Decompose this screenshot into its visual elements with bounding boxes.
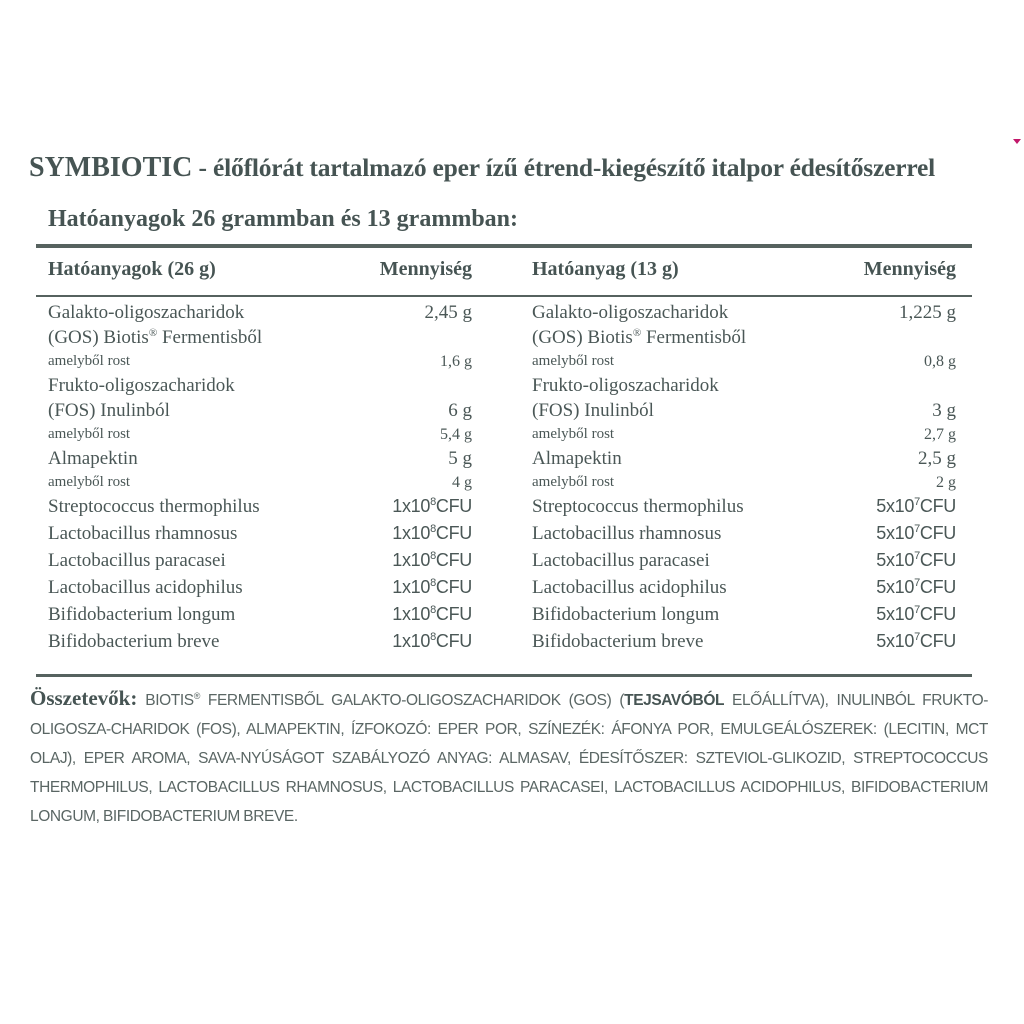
table-row: Bifidobacterium longum $1x10^8CFU$ bbox=[48, 604, 472, 625]
header-ingredient: Hatóanyagok (26 g) bbox=[48, 258, 216, 280]
header-quantity: Mennyiség bbox=[863, 258, 956, 280]
table-row: (FOS) Inulinból 6 g bbox=[48, 400, 472, 421]
table-row: (FOS) Inulinból 3 g bbox=[532, 400, 956, 421]
table-row: amelyből rost 0,8 g bbox=[532, 353, 956, 370]
table-bottom-rule bbox=[36, 674, 972, 677]
table-row: Bifidobacterium longum $5x10^7CFU$ bbox=[532, 604, 956, 625]
header-ingredient: Hatóanyag (13 g) bbox=[532, 258, 679, 280]
table-row: amelyből rost 2 g bbox=[532, 474, 956, 491]
table-column-26g bbox=[48, 256, 472, 652]
product-title bbox=[29, 152, 1009, 184]
table-row: amelyből rost 5,4 g bbox=[48, 426, 472, 443]
table-body bbox=[48, 302, 472, 658]
table-row: Lactobacillus paracasei $1x10^8CFU$ bbox=[48, 550, 472, 571]
table-row: (GOS) Biotis® Fermentisből bbox=[532, 327, 747, 348]
product-description: - élőflórát tartalmazó eper ízű étrend-kiegészítő italpor édesítőszerrel bbox=[192, 153, 935, 182]
table-row: Lactobacillus paracasei $5x10^7CFU$ bbox=[532, 550, 956, 571]
table-row: Frukto-oligoszacharidok bbox=[532, 375, 719, 396]
column-header bbox=[48, 256, 472, 288]
table-row: Almapektin 2,5 g bbox=[532, 448, 956, 469]
table-caption: Hatóanyagok 26 grammban és 13 grammban: bbox=[48, 206, 519, 232]
corner-marker bbox=[1013, 139, 1021, 144]
table-row: Lactobacillus acidophilus $5x10^7CFU$ bbox=[532, 577, 956, 598]
brand-name: SYMBIOTIC bbox=[29, 152, 193, 183]
ingredients-label: Összetevők: bbox=[30, 686, 138, 710]
table-row: Almapektin 5 g bbox=[48, 448, 472, 469]
table-row: Lactobacillus acidophilus $1x10^8CFU$ bbox=[48, 577, 472, 598]
table-row: amelyből rost 4 g bbox=[48, 474, 472, 491]
table-body bbox=[532, 302, 956, 658]
table-header-rule bbox=[36, 295, 972, 297]
table-row: amelyből rost 2,7 g bbox=[532, 426, 956, 443]
ingredients-text: Összetevők: BIOTIS® FERMENTISBŐL GALAKTO-OLIGOSZACHARIDOK (GOS) (TEJSAVÓBÓL ELŐÁLLÍTVA), INULINBÓL FRUKTO-OLIGOSZA-CHARIDOK (FOS), ALMAPEKTIN, ÍZFOKOZÓ: EPER POR, SZÍNEZÉK: ÁFONYA POR, EMULGEÁLÓSZEREK: (LECITIN, MCT OLAJ), EPER AROMA, SAVA-NYÚSÁGOT SZABÁLYOZÓ ANYAG: ALMASAV, ÉDESÍTŐSZER: SZTEVIOL-GLIKOZID, STREPTOCOCCUS THERMOPHILUS, LACTOBACILLUS RHAMNOSUS, LACTOBACILLUS PARACASEI, LACTOBACILLUS ACIDOPHILUS, BIFIDOBACTERIUM LONGUM, BIFIDOBACTERIUM BREVE. bbox=[30, 686, 988, 825]
table-column-13g bbox=[532, 256, 956, 652]
table-row: Streptococcus thermophilus $5x10^7CFU$ bbox=[532, 496, 956, 517]
header-quantity: Mennyiség bbox=[379, 258, 472, 280]
table-row: Bifidobacterium breve $5x10^7CFU$ bbox=[532, 631, 956, 652]
table-row: Galakto-oligoszacharidok 2,45 g bbox=[48, 302, 472, 323]
table-top-rule bbox=[36, 244, 972, 248]
column-header bbox=[532, 256, 956, 288]
table-row: Bifidobacterium breve $1x10^8CFU$ bbox=[48, 631, 472, 652]
table-row: Lactobacillus rhamnosus $5x10^7CFU$ bbox=[532, 523, 956, 544]
table-row: (GOS) Biotis® Fermentisből bbox=[48, 327, 263, 348]
table-row: Streptococcus thermophilus $1x10^8CFU$ bbox=[48, 496, 472, 517]
table-row: Galakto-oligoszacharidok 1,225 g bbox=[532, 302, 956, 323]
table-row: Lactobacillus rhamnosus $1x10^8CFU$ bbox=[48, 523, 472, 544]
table-row: amelyből rost 1,6 g bbox=[48, 353, 472, 370]
allergen-highlight: TEJSAVÓBÓL bbox=[624, 692, 725, 709]
table-row: Frukto-oligoszacharidok bbox=[48, 375, 235, 396]
